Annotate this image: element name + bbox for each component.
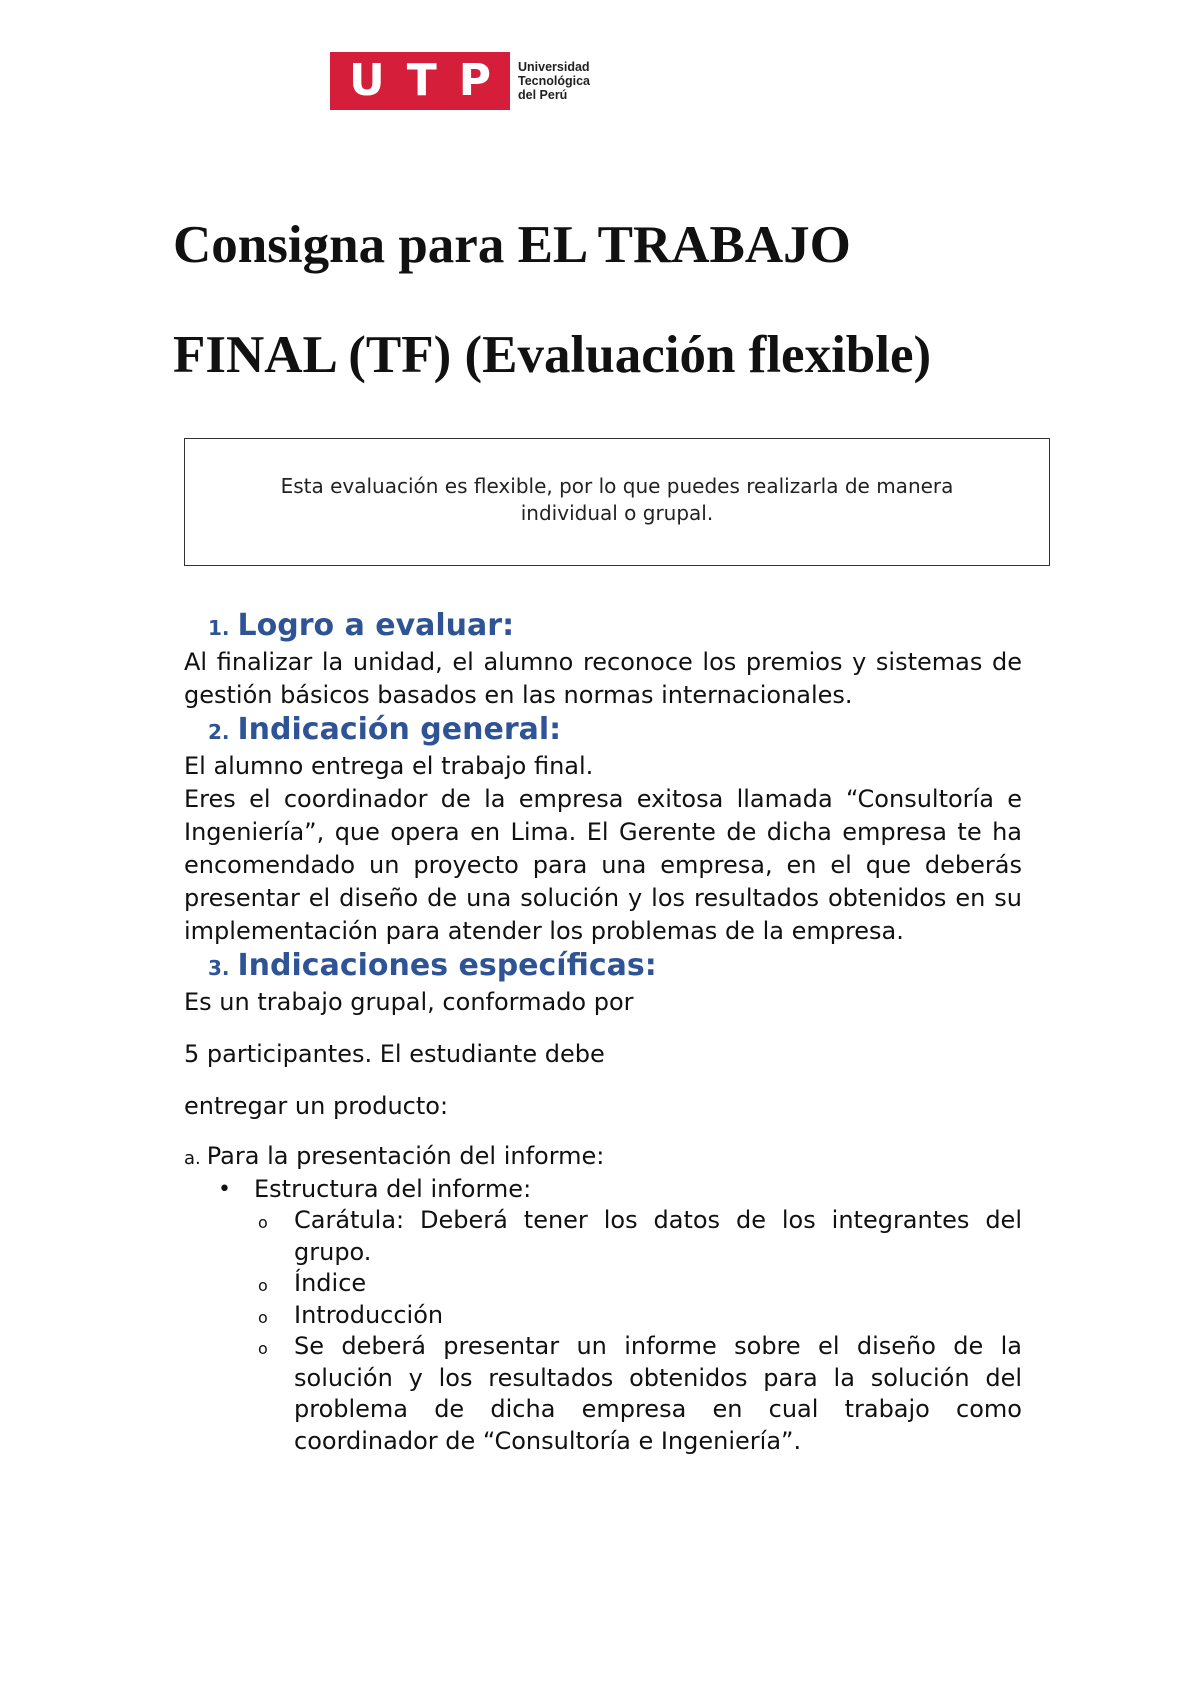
bullet-item: [184, 1174, 1022, 1205]
logro-paragraph: Al finalizar la unidad, el alumno reconoce los premios y sistemas de gestión básicos basados en las normas internacionales.: [184, 648, 1022, 709]
logo-letter-t: T: [406, 55, 437, 106]
logo-letter-p: P: [458, 55, 491, 106]
notice-line-1: Esta evaluación es flexible, por lo que puedes realizarla de manera: [280, 474, 954, 498]
list-item-text: Índice: [294, 1269, 367, 1297]
specific-line-1: Es un trabajo grupal, conformado por: [184, 988, 634, 1016]
section-number: 3.: [208, 956, 230, 980]
logo-name-line: del Perú: [518, 88, 568, 102]
document-title: [173, 190, 1073, 410]
indicacion-paragraph: Eres el coordinador de la empresa exitosa llamada “Consultoría e Ingeniería”, que opera en Lima. El Gerente de dicha empresa te ha encomendado un proyecto para una empresa, en el que deberás presentar el diseño de una solución y los resultados obtenidos en su implementación para atender los problemas de la empresa.: [184, 785, 1022, 945]
document-body: [184, 608, 1022, 1457]
section-heading-text: Logro a evaluar:: [237, 608, 515, 643]
section-heading-indicaciones-especificas: [184, 948, 1022, 986]
bullet-text: Estructura del informe:: [254, 1175, 532, 1203]
title-line-1: Consigna para EL TRABAJO: [173, 216, 851, 274]
circle-bullet-icon: o: [258, 1339, 268, 1358]
utp-logo-mark: [330, 52, 510, 110]
bullet-icon: •: [218, 1177, 231, 1202]
section-heading-indicacion-general: [184, 712, 1022, 750]
list-item: [258, 1300, 1022, 1332]
indicacion-line: El alumno entrega el trabajo final.: [184, 752, 594, 780]
list-item-text: Introducción: [294, 1300, 444, 1329]
section-heading-logro: [184, 608, 1022, 646]
section-number: 1.: [208, 616, 230, 640]
logo-university-name: [518, 60, 608, 102]
notice-line-2: individual o grupal.: [520, 501, 714, 525]
subsection-letter: a.: [184, 1148, 201, 1169]
subsection-a: [184, 1141, 1022, 1174]
specific-line-3: entregar un producto:: [184, 1092, 449, 1120]
specific-line-2: 5 participantes. El estudiante debe: [184, 1040, 605, 1068]
report-structure-list: [184, 1205, 1022, 1457]
list-item: [258, 1331, 1022, 1457]
logo-letter-u: U: [349, 55, 385, 106]
section-heading-text: Indicaciones específicas:: [237, 948, 657, 983]
utp-logo: [330, 52, 608, 110]
subsection-text: Para la presentación del informe:: [206, 1142, 605, 1170]
circle-bullet-icon: o: [258, 1213, 268, 1232]
list-item-text: Carátula: Deberá tener los datos de los integrantes del grupo.: [294, 1206, 1022, 1266]
list-item: [258, 1268, 1022, 1300]
section-number: 2.: [208, 720, 230, 744]
circle-bullet-icon: o: [258, 1307, 268, 1327]
list-item-text: Se deberá presentar un informe sobre el diseño de la solución y los resultados obtenidos para la solución del problema de dicha empresa en cual trabajo como coordinador de “Consultoría e Ingeniería”.: [294, 1332, 1022, 1455]
flexible-evaluation-notice: [184, 438, 1050, 566]
circle-bullet-icon: o: [258, 1276, 268, 1295]
list-item: [258, 1205, 1022, 1268]
section-heading-text: Indicación general:: [237, 712, 562, 747]
title-line-2: FINAL (TF) (Evaluación flexible): [173, 326, 932, 384]
logo-name-line: Universidad: [518, 60, 590, 74]
logo-name-line: Tecnológica: [518, 74, 591, 88]
